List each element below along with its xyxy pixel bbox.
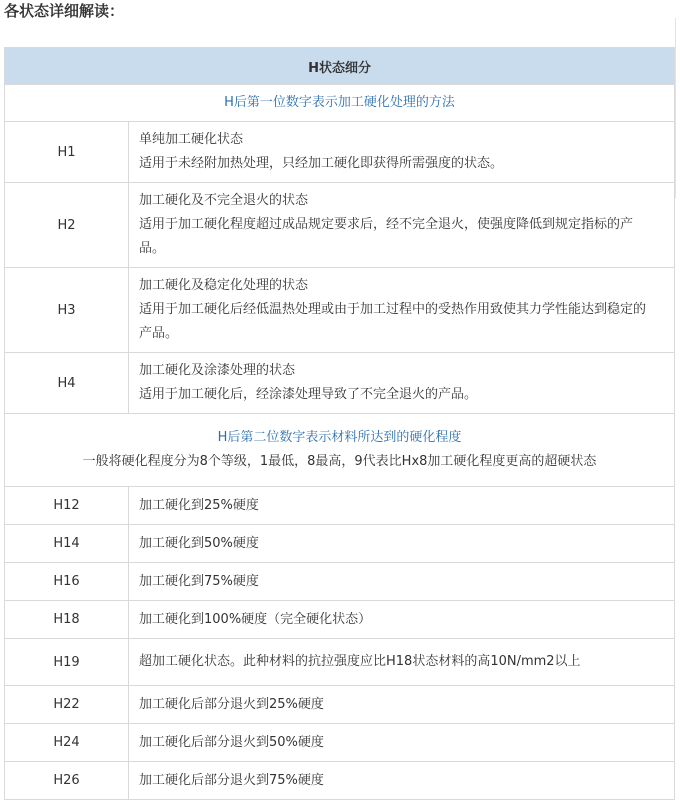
state-code: H2 xyxy=(5,183,129,268)
table-row xyxy=(5,601,675,639)
state-code: H1 xyxy=(5,122,129,183)
state-description: 加工硬化到75%硬度 xyxy=(129,563,675,601)
state-code: H26 xyxy=(5,762,129,800)
state-description: 加工硬化后部分退火到75%硬度 xyxy=(129,762,675,800)
section2-title: H后第二位数字表示材料所达到的硬化程度 xyxy=(217,430,462,445)
table-row xyxy=(5,122,675,183)
h-temper-table xyxy=(4,47,675,800)
state-detail: 适用于加工硬化后，经涂漆处理导致了不完全退火的产品。 xyxy=(139,387,478,402)
table-row xyxy=(5,563,675,601)
section2-header xyxy=(5,414,675,487)
state-description: 加工硬化到50%硬度 xyxy=(129,525,675,563)
state-description xyxy=(129,268,675,353)
state-detail: 适用于未经附加热处理，只经加工硬化即获得所需强度的状态。 xyxy=(139,156,504,171)
state-code: H18 xyxy=(5,601,129,639)
state-detail: 适用于加工硬化程度超过成品规定要求后，经不完全退火，使强度降低到规定指标的产品。 xyxy=(139,217,634,256)
state-description: 加工硬化到25%硬度 xyxy=(129,487,675,525)
state-description: 超加工硬化状态。此种材料的抗拉强度应比H18状态材料的高10N/mm2以上 xyxy=(129,639,675,686)
table-row xyxy=(5,724,675,762)
state-name: 加工硬化及不完全退火的状态 xyxy=(139,193,309,208)
page-heading: 各状态详细解读： xyxy=(4,2,125,20)
state-code: H4 xyxy=(5,353,129,414)
state-code: H16 xyxy=(5,563,129,601)
state-description xyxy=(129,183,675,268)
state-description: 加工硬化到100%硬度（完全硬化状态） xyxy=(129,601,675,639)
table-row xyxy=(5,639,675,686)
state-code: H3 xyxy=(5,268,129,353)
section2-note: 一般将硬化程度分为8个等级，1最低，8最高，9代表比Hx8加工硬化程度更高的超硬状态 xyxy=(82,454,597,469)
state-code: H14 xyxy=(5,525,129,563)
state-description: 加工硬化后部分退火到25%硬度 xyxy=(129,686,675,724)
state-code: H12 xyxy=(5,487,129,525)
state-name: 单纯加工硬化状态 xyxy=(139,132,244,147)
state-name: 加工硬化及稳定化处理的状态 xyxy=(139,278,309,293)
table-row xyxy=(5,762,675,800)
scrollbar-edge xyxy=(675,18,680,198)
table-row xyxy=(5,183,675,268)
state-detail: 适用于加工硬化后经低温热处理或由于加工过程中的受热作用致使其力学性能达到稳定的产品。 xyxy=(139,302,647,341)
section1-header-row xyxy=(5,85,675,122)
section2-header-row xyxy=(5,414,675,487)
table-row xyxy=(5,353,675,414)
state-code: H22 xyxy=(5,686,129,724)
table-title-row xyxy=(5,48,675,85)
state-description xyxy=(129,353,675,414)
state-description: 加工硬化后部分退火到50%硬度 xyxy=(129,724,675,762)
table-row xyxy=(5,525,675,563)
table-row xyxy=(5,268,675,353)
state-description xyxy=(129,122,675,183)
state-code: H19 xyxy=(5,639,129,686)
section1-title: H后第一位数字表示加工硬化处理的方法 xyxy=(224,95,455,110)
state-name: 加工硬化及涂漆处理的状态 xyxy=(139,363,296,378)
table-title: H状态细分 xyxy=(5,48,675,85)
state-code: H24 xyxy=(5,724,129,762)
table-row xyxy=(5,487,675,525)
table-row xyxy=(5,686,675,724)
